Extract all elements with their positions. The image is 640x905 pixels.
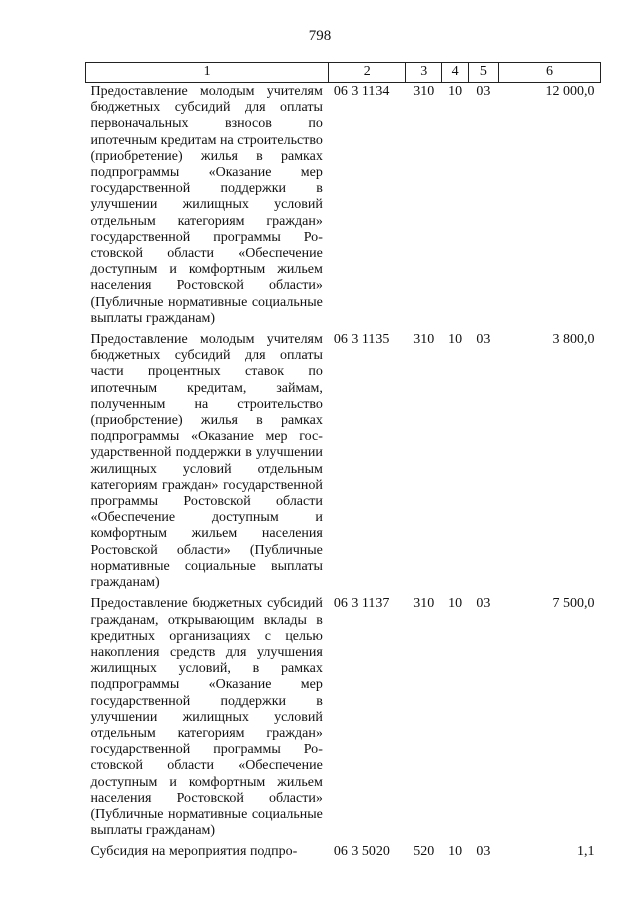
row-kvr: 310 xyxy=(413,332,435,348)
table-body xyxy=(86,83,601,861)
header-cell-sum: 6 xyxy=(498,63,600,83)
table-row xyxy=(86,327,601,591)
row-code: 06 3 1137 xyxy=(333,596,390,612)
row-name: Предоставление молодым учителям бюджетных субсидий для оплаты первоначальных взносов по ипотечным кредитам на строительство (приобретение) жилья в рамках подпрограммы «Оказание мер государственной поддержки в улучшении жилищных условий отдельным категориям граждан» государственной программы Ростовской области «Обеспечение доступным и комфортным жильем населения Ростовской области» (Публичные нормативные социальные выплаты гражданам) xyxy=(90,84,323,326)
row-sum: 12 000,0 xyxy=(545,84,595,99)
table-row xyxy=(86,83,601,328)
header-row xyxy=(86,63,601,83)
header-cell-kvr: 3 xyxy=(406,63,442,83)
row-rz: 10 xyxy=(448,84,463,99)
table-row xyxy=(86,839,601,860)
header-cell-name: 1 xyxy=(86,63,329,83)
row-code: 06 3 1135 xyxy=(333,332,390,348)
row-code: 06 3 1134 xyxy=(333,84,390,99)
row-name: Субсидия на мероприятия подпро- xyxy=(90,844,298,860)
row-kvr: 310 xyxy=(413,596,435,612)
page-number: 798 xyxy=(308,28,332,44)
row-pr: 03 xyxy=(476,596,491,612)
table-header xyxy=(86,63,601,83)
row-sum: 7 500,0 xyxy=(552,596,595,612)
header-cell-code: 2 xyxy=(329,63,406,83)
row-rz: 10 xyxy=(448,844,463,860)
row-sum: 1,1 xyxy=(577,844,595,860)
header-cell-pr: 5 xyxy=(468,63,498,83)
row-pr: 03 xyxy=(476,332,491,348)
row-sum: 3 800,0 xyxy=(552,332,595,348)
row-pr: 03 xyxy=(476,84,491,99)
budget-table xyxy=(85,62,601,861)
row-name: Предоставление молодым учителям бюджетных субсидий для оплаты части процентных ставок по ипотечным кредитам, займам, полученным на строительство (приобрстение) жилья в рамках подпрограммы «Оказание мер государственной поддержки в улучшении жилищных условий отдельным категориям граждан» государственной программы Ростовской области «Обеспечение доступным и комфортным жильем населения Ростовской области» (Публичные нормативные социальные выплаты гражданам) xyxy=(90,332,323,591)
row-rz: 10 xyxy=(448,596,463,612)
row-kvr: 310 xyxy=(413,84,435,99)
row-pr: 03 xyxy=(476,844,491,860)
row-name: Предоставление бюджетных субсидий гражданам, открывающим вклады в кредитных организациях с целью накопления средств для улучшения жилищных условий, в рамках подпрограммы «Оказание мер государственной поддержки в улучшении жилищных условий отдельным категориям граждан» государственной программы Ростовской области «Обеспечение доступным и комфортным жильем населения Ростовской области» (Публичные нормативные социальные выплаты гражданам) xyxy=(90,596,323,839)
row-rz: 10 xyxy=(448,332,463,348)
table-row xyxy=(86,591,601,839)
row-code: 06 3 5020 xyxy=(333,844,390,860)
header-cell-rz: 4 xyxy=(442,63,468,83)
row-kvr: 520 xyxy=(413,844,435,860)
